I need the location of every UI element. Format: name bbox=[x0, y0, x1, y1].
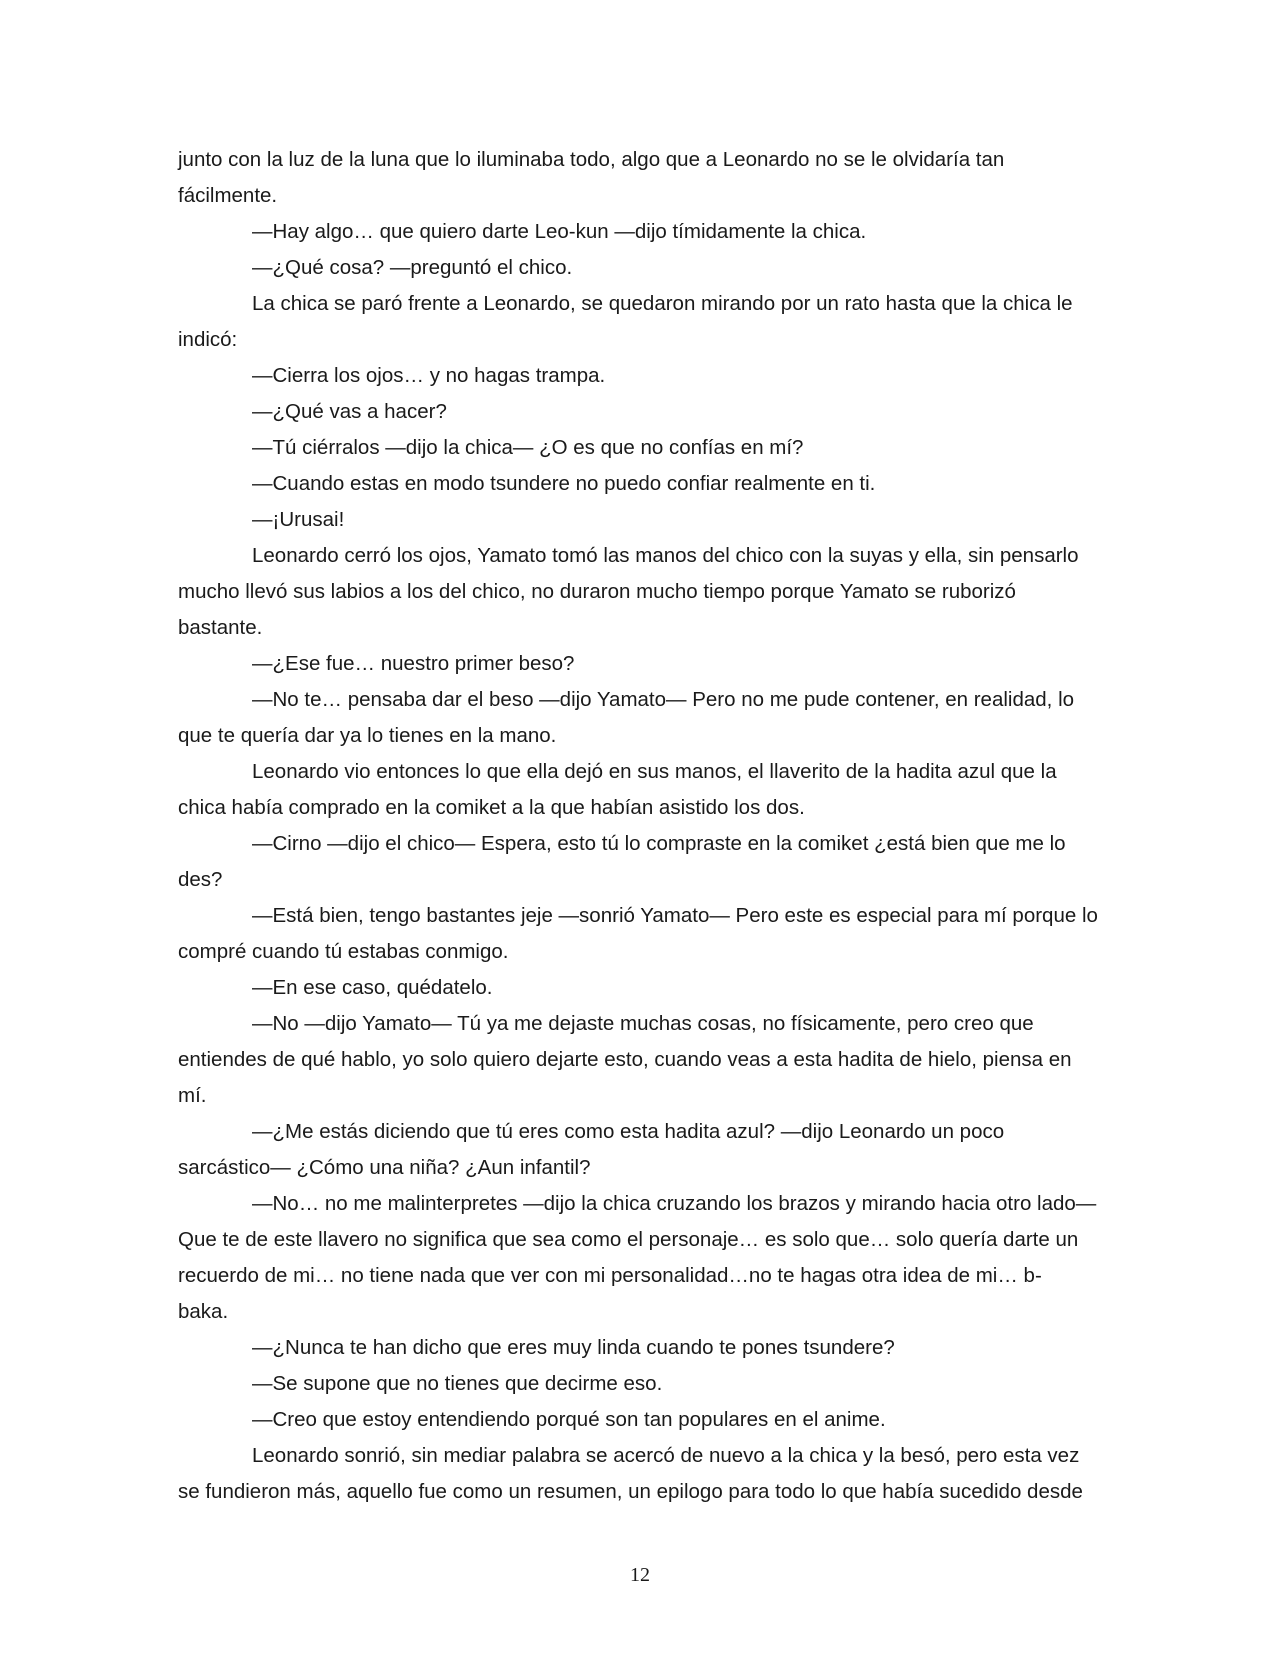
text-line: —Cirno —dijo el chico— Espera, esto tú lo compraste en la comiket ¿está bien que me lo bbox=[252, 832, 1066, 855]
text-line: —¿Ese fue… nuestro primer beso? bbox=[252, 652, 575, 675]
text-line: sarcástico— ¿Cómo una niña? ¿Aun infantil? bbox=[178, 1156, 591, 1179]
text-line: fácilmente. bbox=[178, 184, 278, 207]
text-line: —¿Me estás diciendo que tú eres como esta hadita azul? —dijo Leonardo un poco bbox=[252, 1120, 1005, 1143]
text-line: La chica se paró frente a Leonardo, se quedaron mirando por un rato hasta que la chica le bbox=[252, 292, 1073, 315]
text-line: recuerdo de mi… no tiene nada que ver con mi personalidad…no te hagas otra idea de mi… b- bbox=[178, 1264, 1042, 1287]
text-line: —No —dijo Yamato— Tú ya me dejaste muchas cosas, no físicamente, pero creo que bbox=[252, 1012, 1034, 1035]
text-line: Leonardo sonrió, sin mediar palabra se acercó de nuevo a la chica y la besó, pero esta vez bbox=[252, 1444, 1080, 1467]
text-line: Que te de este llavero no significa que sea como el personaje… es solo que… solo quería darte un bbox=[178, 1228, 1079, 1251]
text-line: chica había comprado en la comiket a la que habían asistido los dos. bbox=[178, 796, 805, 819]
text-line: des? bbox=[178, 868, 223, 891]
text-line: —No te… pensaba dar el beso —dijo Yamato— Pero no me pude contener, en realidad, lo bbox=[252, 688, 1075, 711]
text-line: —En ese caso, quédatelo. bbox=[252, 976, 493, 999]
text-line: —Cierra los ojos… y no hagas trampa. bbox=[252, 364, 606, 387]
text-line: —¿Qué cosa? —preguntó el chico. bbox=[252, 256, 573, 279]
text-line: —¿Qué vas a hacer? bbox=[252, 400, 447, 423]
text-line: —¡Urusai! bbox=[252, 508, 345, 531]
text-line: —Cuando estas en modo tsundere no puedo confiar realmente en ti. bbox=[252, 472, 876, 495]
body-text bbox=[178, 142, 1103, 1510]
text-line: compré cuando tú estabas conmigo. bbox=[178, 940, 509, 963]
page-number: 12 bbox=[630, 1564, 650, 1586]
text-line: junto con la luz de la luna que lo iluminaba todo, algo que a Leonardo no se le olvidaría tan bbox=[178, 148, 1005, 171]
text-line: mucho llevó sus labios a los del chico, no duraron mucho tiempo porque Yamato se ruborizó bbox=[178, 580, 1016, 603]
text-line: que te quería dar ya lo tienes en la mano. bbox=[178, 724, 557, 747]
text-line: —¿Nunca te han dicho que eres muy linda cuando te pones tsundere? bbox=[252, 1336, 895, 1359]
text-line: Leonardo vio entonces lo que ella dejó en sus manos, el llaverito de la hadita azul que la bbox=[252, 760, 1057, 783]
text-line: entiendes de qué hablo, yo solo quiero dejarte esto, cuando veas a esta hadita de hielo, piensa en bbox=[178, 1048, 1072, 1071]
text-line: —Hay algo… que quiero darte Leo-kun —dijo tímidamente la chica. bbox=[252, 220, 867, 243]
text-line: —Creo que estoy entendiendo porqué son tan populares en el anime. bbox=[252, 1408, 886, 1431]
text-line: —Se supone que no tienes que decirme eso. bbox=[252, 1372, 663, 1395]
text-line: baka. bbox=[178, 1300, 229, 1323]
text-line: indicó: bbox=[178, 328, 238, 351]
text-line: —Tú ciérralos —dijo la chica— ¿O es que no confías en mí? bbox=[252, 436, 804, 459]
text-line: mí. bbox=[178, 1084, 207, 1107]
text-line: se fundieron más, aquello fue como un resumen, un epilogo para todo lo que había sucedido desde bbox=[178, 1480, 1083, 1503]
text-line: —No… no me malinterpretes —dijo la chica cruzando los brazos y mirando hacia otro lado— bbox=[252, 1192, 1097, 1215]
text-line: —Está bien, tengo bastantes jeje —sonrió Yamato— Pero este es especial para mí porque lo bbox=[252, 904, 1098, 927]
text-line: bastante. bbox=[178, 616, 263, 639]
text-line: Leonardo cerró los ojos, Yamato tomó las manos del chico con la suyas y ella, sin pensarlo bbox=[252, 544, 1079, 567]
